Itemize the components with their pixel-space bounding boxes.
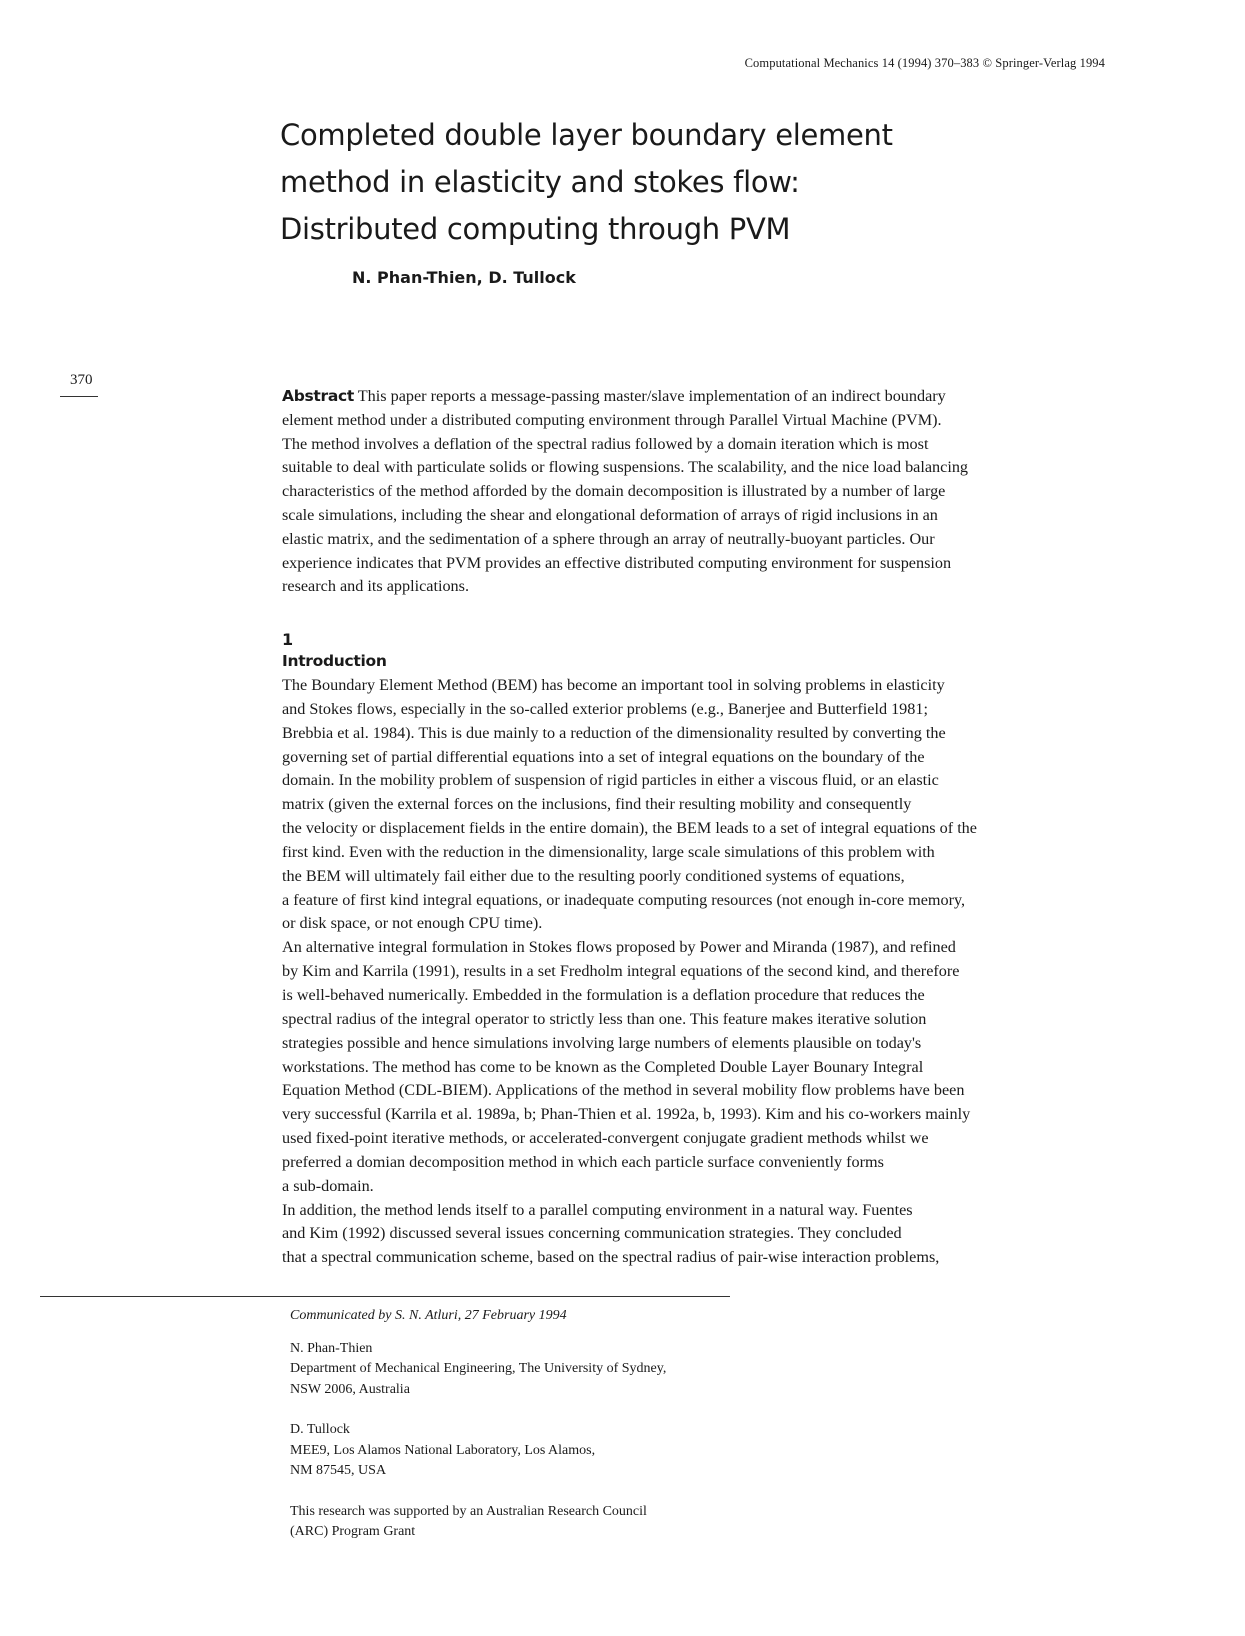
affiliation-tullock (290, 1420, 790, 1482)
abstract-line: element method under a distributed computing environment through Parallel Virtual Machine (PVM). (282, 410, 942, 429)
section-number: 1 (282, 630, 294, 649)
abstract (282, 385, 1112, 599)
page-number-rule (60, 396, 98, 397)
affiliation-line: D. Tullock (290, 1422, 350, 1437)
footnote-rule (40, 1296, 730, 1297)
body-line: Equation Method (CDL-BIEM). Applications of the method in several mobility flow problems have been (282, 1081, 965, 1100)
body-line: and Stokes flows, especially in the so-called exterior problems (e.g., Banerjee and Butterfield 1981; (282, 699, 928, 718)
body-line: is well-behaved numerically. Embedded in the formulation is a deflation procedure that reduces the (282, 985, 925, 1004)
funding-line: (ARC) Program Grant (290, 1524, 416, 1539)
abstract-line: research and its applications. (282, 577, 469, 596)
body-line: and Kim (1992) discussed several issues concerning communication strategies. They concluded (282, 1224, 902, 1243)
footnotes (290, 1306, 790, 1543)
affiliation-phan-thien (290, 1339, 790, 1401)
affiliation-line: Department of Mechanical Engineering, The University of Sydney, (290, 1361, 667, 1376)
body-line: matrix (given the external forces on the inclusions, find their resulting mobility and consequently (282, 795, 912, 814)
body-line: a sub-domain. (282, 1176, 374, 1195)
title-line: method in elasticity and stokes flow: (280, 165, 800, 199)
body-line: the velocity or displacement fields in the entire domain), the BEM leads to a set of integral equations of the (282, 819, 977, 838)
body-line: workstations. The method has come to be known as the Completed Double Layer Bounary Integral (282, 1057, 924, 1076)
abstract-line: characteristics of the method afforded by the domain decomposition is illustrated by a number of large (282, 482, 946, 501)
body-line: The Boundary Element Method (BEM) has become an important tool in solving problems in elasticity (282, 676, 945, 694)
running-header: Computational Mechanics 14 (1994) 370–383 © Springer-Verlag 1994 (744, 56, 1105, 70)
body-line: strategies possible and hence simulations involving large numbers of elements plausible on today's (282, 1033, 922, 1052)
affiliation-line: NSW 2006, Australia (290, 1381, 410, 1397)
body-line: Brebbia et al. 1984). This is due mainly to a reduction of the dimensionality resulted by converting the (282, 723, 946, 742)
body-line: that a spectral communication scheme, based on the spectral radius of pair-wise interaction problems, (282, 1248, 940, 1267)
abstract-line-text: This paper reports a message-passing master/slave implementation of an indirect boundary (354, 387, 946, 405)
abstract-line: experience indicates that PVM provides an effective distributed computing environment for suspension (282, 553, 952, 572)
body-line: governing set of partial differential equations into a set of integral equations on the boundary of the (282, 747, 925, 766)
body-line: preferred a domian decomposition method in which each particle surface conveniently forms (282, 1152, 884, 1171)
abstract-line: scale simulations, including the shear and elongational deformation of arrays of rigid inclusions in an (282, 505, 938, 524)
affiliation-line: N. Phan-Thien (290, 1340, 373, 1356)
body-line: In addition, the method lends itself to a parallel computing environment in a natural way. Fuentes (282, 1200, 913, 1219)
body-line: spectral radius of the integral operator to strictly less than one. This feature makes iterative solution (282, 1009, 927, 1028)
affiliation-line: MEE9, Los Alamos National Laboratory, Los Alamos, (290, 1442, 596, 1458)
page-number: 370 (70, 372, 93, 388)
communicated-note: Communicated by S. N. Atluri, 27 February 1994 (290, 1308, 567, 1323)
body-line: used fixed-point iterative methods, or accelerated-convergent conjugate gradient methods whilst we (282, 1129, 929, 1148)
body-line: a feature of first kind integral equations, or inadequate computing resources (not enough in-core memory, (282, 890, 966, 909)
section-title: Introduction (282, 652, 387, 670)
body-line: very successful (Karrila et al. 1989a, b; Phan-Thien et al. 1992a, b, 1993). Kim and his co-workers mainly (282, 1105, 971, 1124)
funding-note (290, 1502, 790, 1543)
paper-title (280, 112, 1020, 253)
affiliation-line: NM 87545, USA (290, 1463, 387, 1478)
body-line: domain. In the mobility problem of suspension of rigid particles in either a viscous fluid, or an elastic (282, 771, 939, 790)
body-line: An alternative integral formulation in Stokes flows proposed by Power and Miranda (1987), and refined (282, 938, 956, 957)
body-line: first kind. Even with the reduction in the dimensionality, large scale simulations of this problem with (282, 842, 935, 861)
abstract-line: suitable to deal with particulate solids or flowing suspensions. The scalability, and the nice load balancing (282, 458, 969, 477)
funding-line: This research was supported by an Australian Research Council (290, 1503, 647, 1519)
abstract-line: The method involves a deflation of the spectral radius followed by a domain iteration which is most (282, 434, 929, 453)
body-line: by Kim and Karrila (1991), results in a set Fredholm integral equations of the second kind, and therefore (282, 962, 960, 981)
title-line: Completed double layer boundary element (280, 118, 893, 152)
body-line: or disk space, or not enough CPU time). (282, 914, 543, 933)
abstract-label: Abstract (282, 387, 355, 405)
body-line: the BEM will ultimately fail either due to the resulting poorly conditioned systems of equations, (282, 866, 905, 885)
introduction-body (282, 674, 1112, 1270)
author-list: N. Phan-Thien, D. Tullock (352, 268, 576, 287)
abstract-line (282, 385, 1112, 409)
abstract-line: elastic matrix, and the sedimentation of a sphere through an array of neutrally-buoyant particles. Our (282, 529, 935, 548)
title-line: Distributed computing through PVM (280, 212, 791, 246)
